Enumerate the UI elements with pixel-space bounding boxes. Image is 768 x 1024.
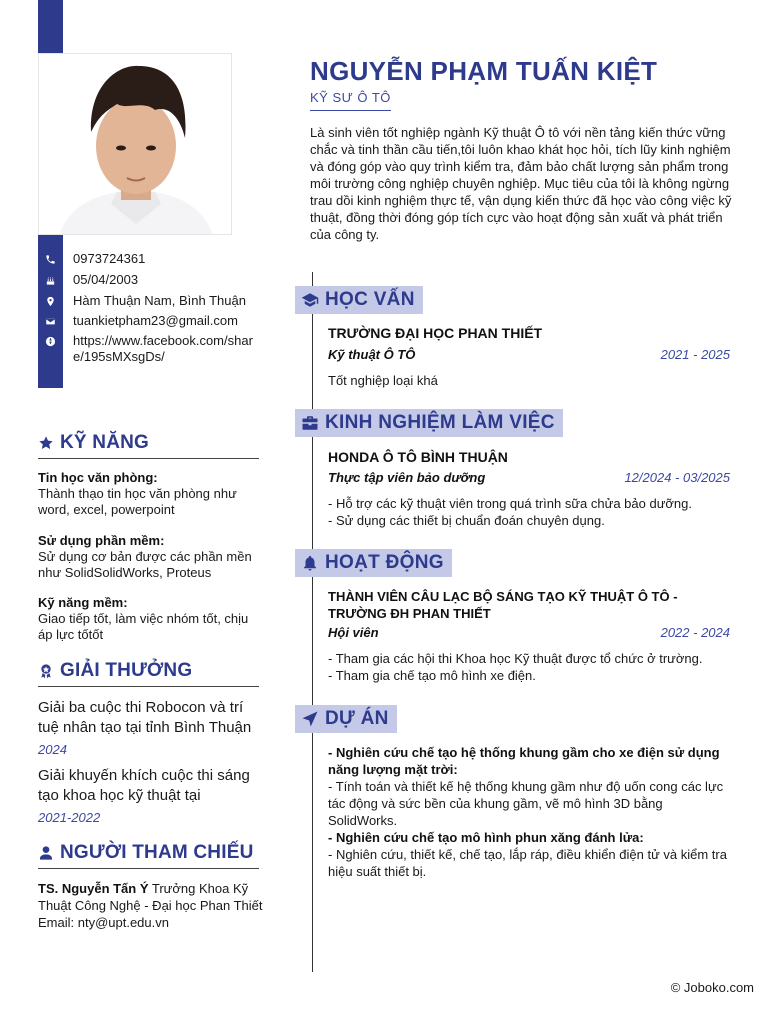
projects-heading-text: DỰ ÁN (325, 708, 389, 729)
projects-list (328, 744, 728, 880)
profile-photo (38, 53, 232, 235)
education-date: 2021 - 2025 (660, 347, 730, 362)
envelope-icon (38, 313, 63, 329)
cake-icon (38, 272, 63, 288)
project-title-text: - Nghiên cứu chế tạo hệ thống khung gầm cho xe điện sử dụng năng lượng mặt trời: (328, 745, 720, 777)
education-major: Kỹ thuật Ô TÔ (328, 347, 416, 362)
career-summary: Là sinh viên tốt nghiệp ngành Kỹ thuật Ô tô với nền tảng kiến thức vững chắc và tinh thần cầu tiến,tôi luôn khao khát học hỏi, tích lũy kinh nghiệm và đóng góp vào quy trình kiểm tra, đảm bảo chất lượng sản phẩm trong môi trường công nghiệp chuyên nghiệp. Mục tiêu của tôi là không ngừng trau dồi kinh nghiệm thực tế, vận dụng kiến thức đã học vào công việc kỹ thuật, đồng thời đóng góp tích cực vào hoạt động sản xuất và phát triển của công ty. (310, 125, 732, 242)
accent-bar-top (38, 0, 63, 53)
candidate-name: NGUYỄN PHẠM TUẤN KIỆT (310, 56, 658, 86)
skills-heading-text: KỸ NĂNG (60, 432, 150, 453)
skill-item (38, 595, 260, 643)
awards-heading (38, 660, 259, 687)
project-desc: - Tính toán và thiết kế hệ thống khung gầm như độ uốn cong các lực tác động và sức bền của khung gầm, vẽ mô hình 3D bằng SolidWorks. (328, 779, 724, 828)
experience-bullets (328, 495, 738, 529)
award-year: 2024 (38, 742, 67, 757)
contact-phone (38, 251, 278, 267)
projects-heading (295, 705, 397, 733)
award-item (38, 766, 263, 825)
activities-date: 2022 - 2024 (660, 625, 730, 640)
project-title (328, 744, 728, 778)
globe-icon (38, 333, 63, 365)
activities-bullet: - Tham gia chế tạo mô hình xe điện. (328, 668, 536, 683)
award-item (38, 698, 263, 757)
skill-title: Kỹ năng mềm: (38, 595, 128, 610)
activities-heading-text: HOẠT ĐỘNG (325, 552, 444, 573)
experience-heading-text: KINH NGHIỆM LÀM VIỆC (325, 412, 555, 433)
email-text[interactable]: tuankietpham23@gmail.com (73, 313, 238, 328)
reference-entry (38, 880, 263, 931)
education-school: TRƯỜNG ĐẠI HỌC PHAN THIẾT (328, 325, 543, 341)
project-title-text: - Nghiên cứu chế tạo mô hình phun xăng đánh lửa: (328, 830, 644, 845)
education-note: Tốt nghiệp loại khá (328, 373, 438, 388)
award-title: Giải ba cuộc thi Robocon và trí tuệ nhân tạo tại tỉnh Bình Thuận (38, 699, 252, 736)
phone-icon (38, 251, 63, 267)
references-heading (38, 842, 259, 869)
user-icon (38, 845, 54, 861)
project-title (328, 829, 728, 846)
references-heading-text: NGƯỜI THAM CHIẾU (60, 842, 254, 863)
activities-role: Hội viên (328, 625, 379, 640)
experience-company: HONDA Ô TÔ BÌNH THUẬN (328, 449, 508, 465)
skill-desc: Thành thạo tin học văn phòng như word, excel, powerpoint (38, 486, 237, 517)
briefcase-icon (301, 414, 319, 432)
award-year: 2021-2022 (38, 810, 101, 825)
location-pin-icon (38, 293, 63, 309)
education-heading (295, 286, 423, 314)
footer-credit[interactable]: © Joboko.com (670, 980, 754, 995)
portrait-image (39, 54, 232, 235)
experience-bullet: - Hỗ trợ các kỹ thuật viên trong quá trình sữa chửa bảo dưỡng. (328, 496, 693, 511)
activities-bullets (328, 650, 738, 684)
activities-title: THÀNH VIÊN CÂU LẠC BỘ SÁNG TẠO KỸ THUẬT Ô TÔ - TRƯỜNG ĐH PHAN THIẾT (328, 589, 678, 621)
contact-email (38, 313, 278, 329)
award-title: Giải khuyến khích cuộc thi sáng tạo khoa học kỹ thuật tại (38, 767, 250, 804)
reference-name: TS. Nguyễn Tấn Ý (38, 881, 149, 896)
star-icon (38, 435, 54, 451)
contact-address (38, 293, 278, 309)
skill-item (38, 470, 260, 518)
bell-icon (301, 554, 319, 572)
candidate-role: KỸ SƯ Ô TÔ (310, 90, 391, 111)
awards-heading-text: GIẢI THƯỞNG (60, 660, 193, 681)
skill-desc: Sử dụng cơ bản được các phần mền như SolidSolidWorks, Proteus (38, 549, 252, 580)
skill-title: Tin học văn phòng: (38, 470, 158, 485)
skill-title: Sử dụng phần mềm: (38, 533, 165, 548)
education-heading-text: HỌC VẤN (325, 289, 415, 310)
timeline-line (312, 272, 313, 972)
activities-bullet: - Tham gia các hội thi Khoa học Kỹ thuật được tổ chức ở trường. (328, 651, 703, 666)
project-desc: - Nghiên cứu, thiết kế, chế tạo, lắp ráp, điều khiển điện tử và kiểm tra hiệu suất thiết bị. (328, 847, 727, 879)
paper-plane-icon (301, 710, 319, 728)
website-text[interactable]: https://www.facebook.com/share/195sMXsgDs/ (73, 333, 253, 364)
contact-birthday (38, 272, 278, 288)
experience-date: 12/2024 - 03/2025 (624, 470, 730, 485)
contact-website (38, 333, 278, 365)
birthday-text: 05/04/2003 (73, 272, 139, 287)
skills-heading (38, 432, 259, 459)
experience-position: Thực tập viên bảo dưỡng (328, 470, 486, 485)
graduation-cap-icon (301, 291, 319, 309)
experience-heading (295, 409, 563, 437)
experience-bullet: - Sử dụng các thiết bị chuẩn đoán chuyên dụng. (328, 513, 605, 528)
reference-detail: Trưởng Khoa Kỹ Thuật Công Nghệ - Đại học Phan Thiết Email: nty@upt.edu.vn (38, 881, 263, 930)
activities-heading (295, 549, 452, 577)
address-text: Hàm Thuận Nam, Bình Thuận (73, 293, 246, 308)
award-medal-icon (38, 663, 54, 679)
skill-desc: Giao tiếp tốt, làm việc nhóm tốt, chịu áp lực tốtốt (38, 611, 249, 642)
phone-text: 0973724361 (73, 251, 146, 266)
skill-item (38, 533, 260, 581)
